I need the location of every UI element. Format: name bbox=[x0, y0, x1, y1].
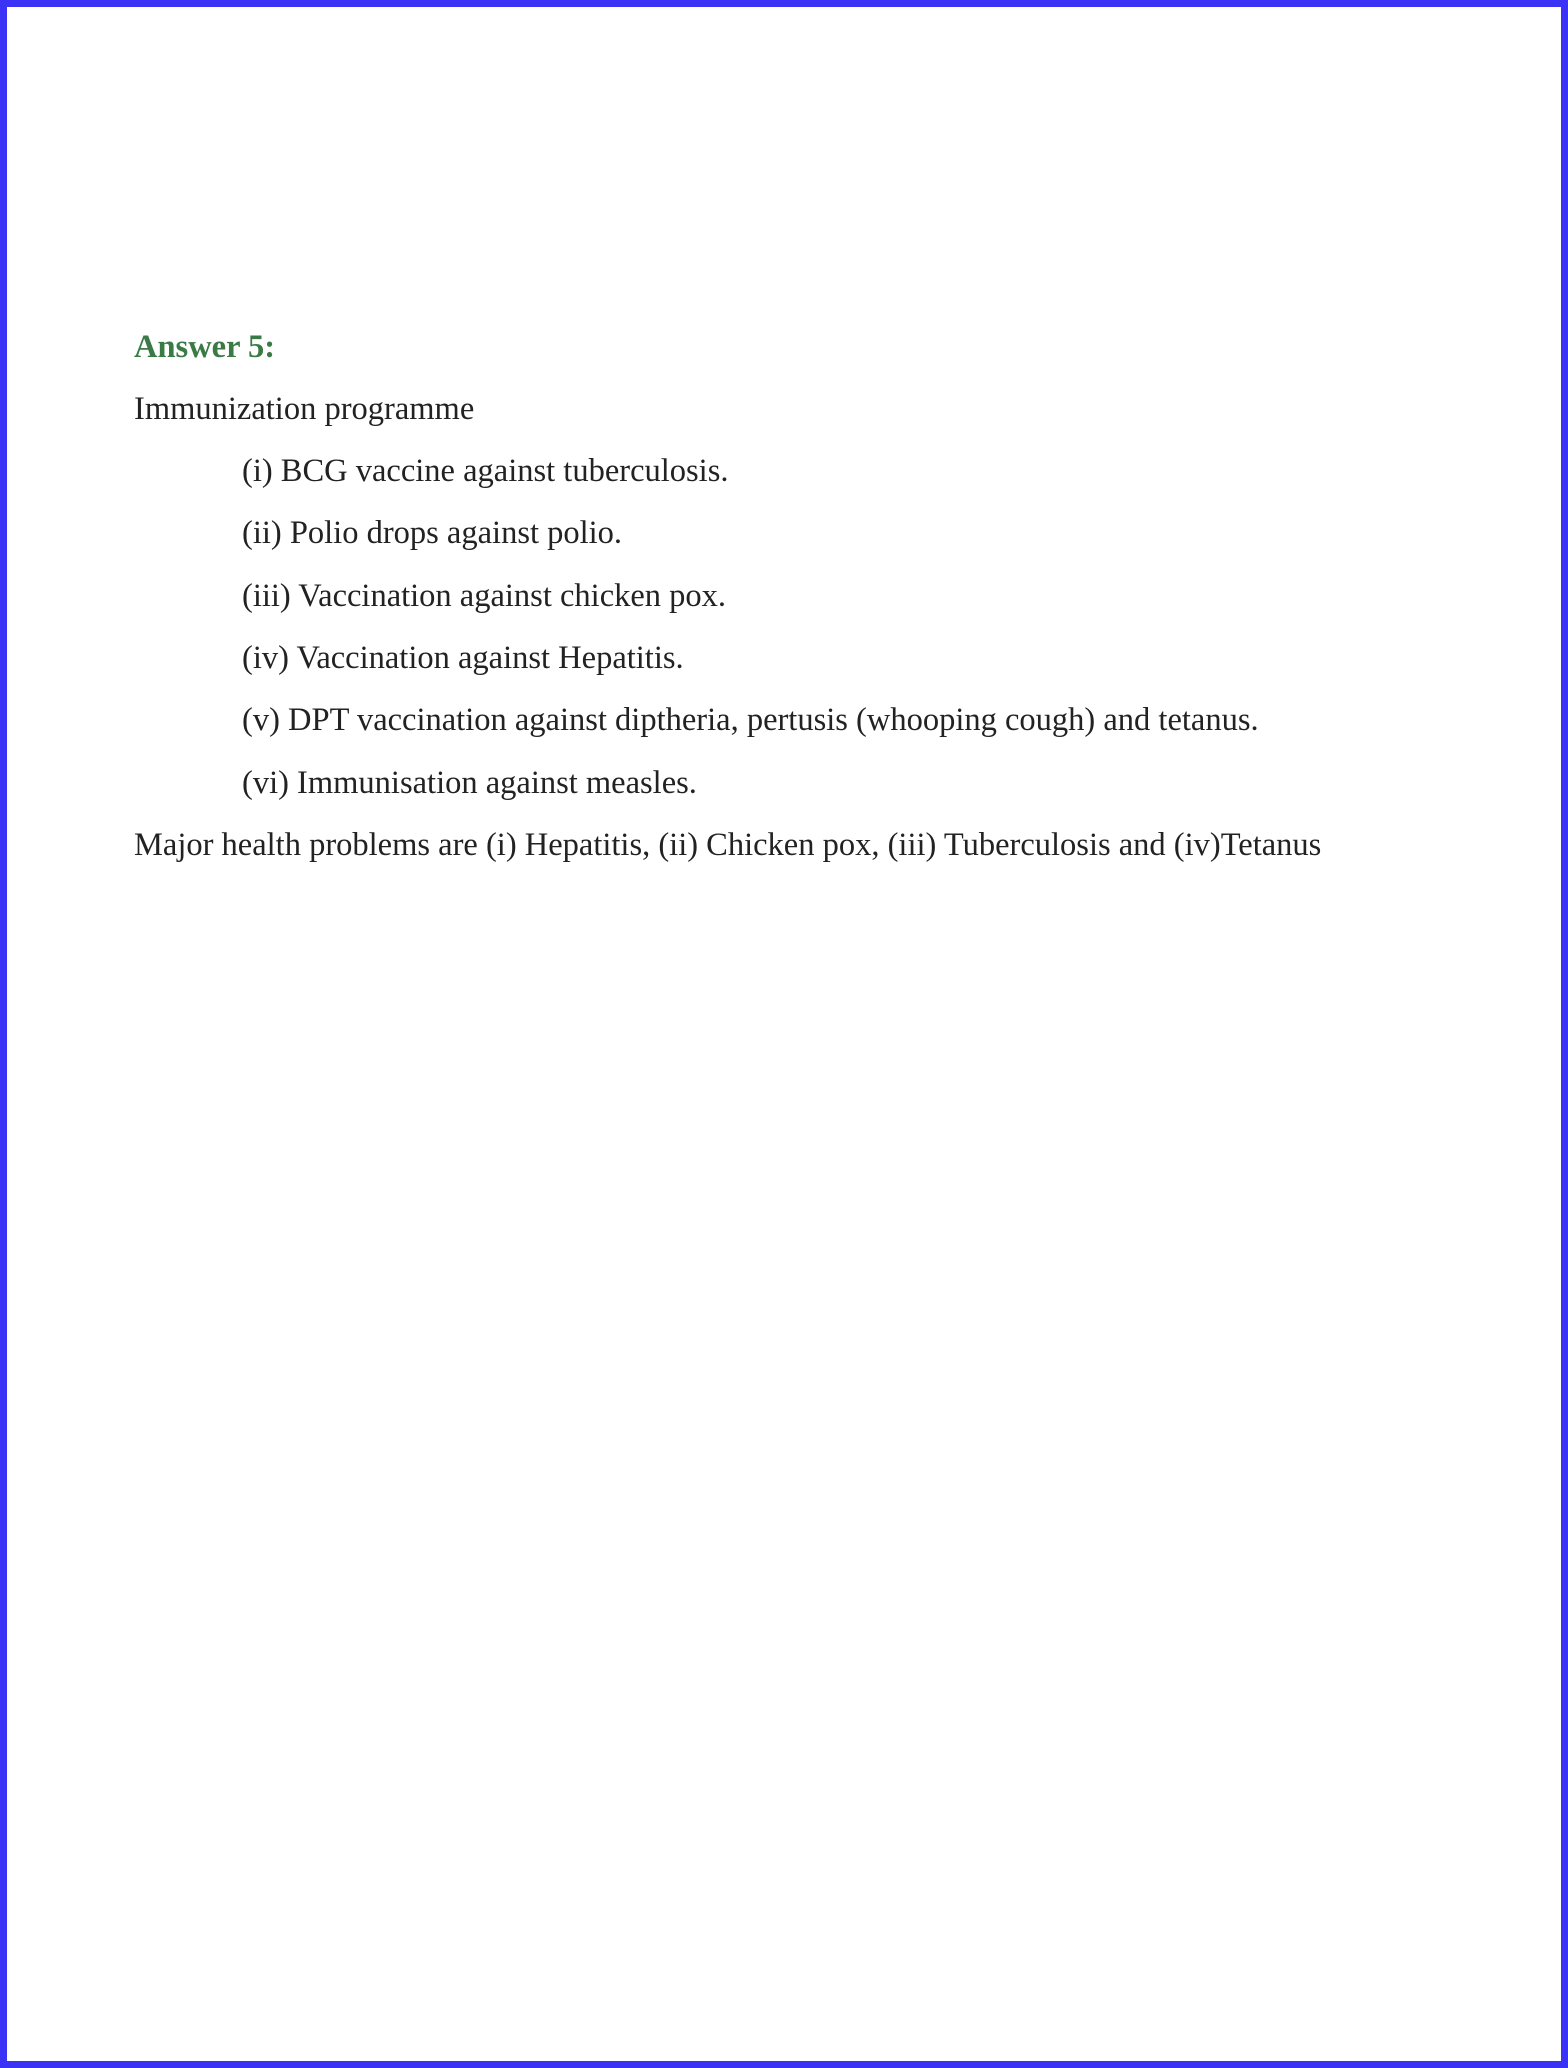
list-item: (i) BCG vaccine against tuberculosis. bbox=[242, 453, 729, 489]
conclusion-text: Major health problems are (i) Hepatitis, (ii) Chicken pox, (iii) Tuberculosis and (iv)Tetanus bbox=[134, 827, 1322, 863]
list-item: (ii) Polio drops against polio. bbox=[242, 515, 623, 551]
list-item: (iv) Vaccination against Hepatitis. bbox=[242, 640, 684, 676]
list-item: (vi) Immunisation against measles. bbox=[242, 765, 697, 801]
list-item: (v) DPT vaccination against diptheria, pertusis (whooping cough) and tetanus. bbox=[242, 702, 1259, 738]
list-item: (iii) Vaccination against chicken pox. bbox=[242, 578, 727, 614]
intro-text: Immunization programme bbox=[134, 391, 475, 427]
answer-heading: Answer 5: bbox=[134, 329, 276, 365]
